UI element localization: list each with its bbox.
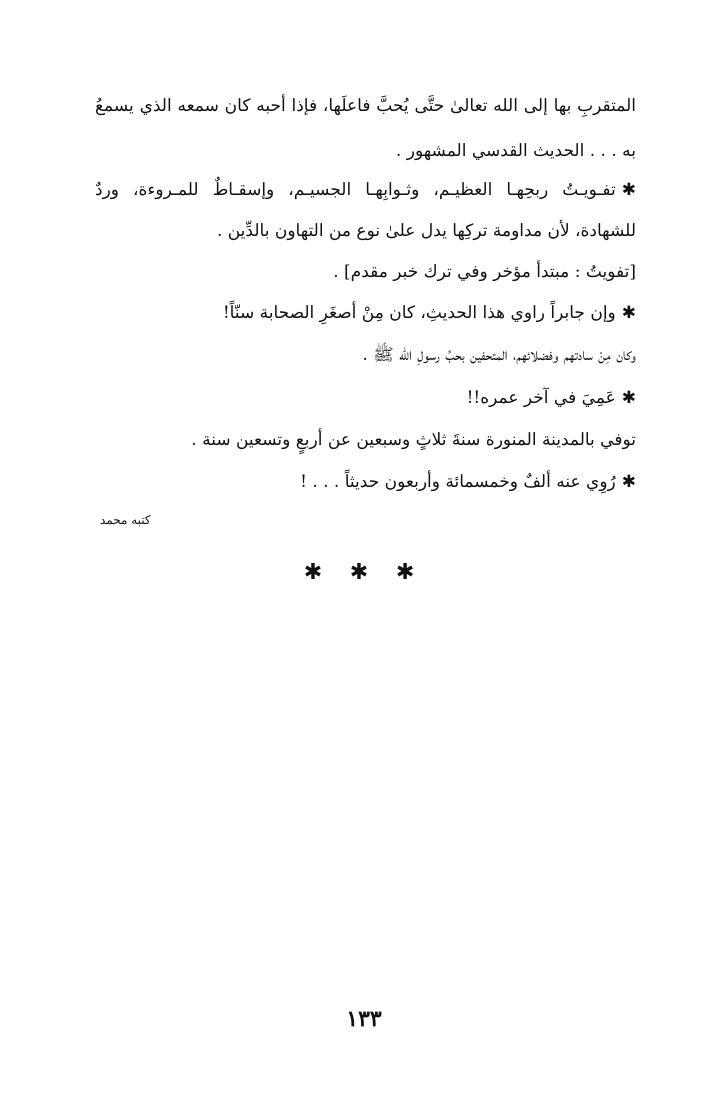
- text-line-5: [333, 257, 636, 287]
- text-line-10: [300, 467, 636, 497]
- text-line-2: [396, 136, 636, 166]
- section-separator: ✱ ✱ ✱: [303, 560, 425, 585]
- bullet-star-icon: ✱: [621, 303, 636, 323]
- text-line-7: [362, 340, 636, 370]
- line-text: عَمِيَ في آخر عمره!!: [466, 388, 616, 408]
- text-line-8: [467, 383, 636, 413]
- bullet-star-icon: ✱: [621, 180, 636, 200]
- text-line-6: [223, 298, 636, 328]
- bullet-star-icon: ✱: [621, 472, 636, 492]
- signature: كتبه محمد: [100, 513, 151, 527]
- line-text: للشهادة، لأن مداومة تركِها يدل علىٰ نوع من التهاون بالدِّين .: [216, 221, 636, 241]
- page-number: ١٣٣: [346, 1006, 382, 1032]
- line-text: به . . . الحديث القدسي المشهور .: [395, 141, 636, 161]
- line-text: تفـويـتُ ربحِهـا العظيـم، وثـوابِهـا الجسيـم، وإسقـاطٌ للمـروءة، وردٌ: [95, 180, 616, 200]
- line-text: [تفويتُ : مبتدأ مؤخر وفي ترك خبر مقدم] .: [333, 262, 636, 282]
- text-line-1: [95, 91, 636, 121]
- line-text: المتقربِ بها إلى الله تعالىٰ حتَّى يُحبَّ فاعلَها، فإذا أحبه كان سمعه الذي يسمعُ: [95, 96, 636, 116]
- text-line-9: [191, 425, 636, 455]
- line-text: توفي بالمدينة المنورة سنةَ ثلاثٍ وسبعين عن أربعٍ وتسعين سنة .: [191, 430, 636, 450]
- text-line-4: [217, 216, 636, 246]
- text-line-3: [95, 175, 636, 205]
- line-text: رُوِي عنه ألفٌ وخمسمائة وأربعون حديثاً . . . !: [300, 472, 616, 492]
- line-text: وإن جابراً راوي هذا الحديثِ، كان مِنْ أصغَرِ الصحابة سنّاً!: [222, 303, 616, 323]
- bullet-star-icon: ✱: [621, 388, 636, 408]
- line-text: وكان مِنْ سادتهم وفضلائهم، المتحفين بحبِّ رسولِ الله ﷺ .: [362, 345, 636, 365]
